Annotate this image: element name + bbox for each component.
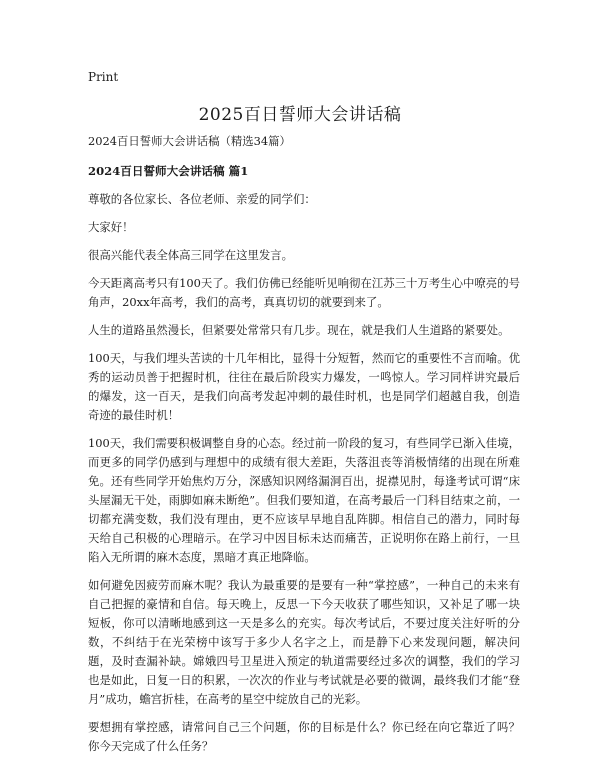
section-heading: 2024百日誓师大会讲话稿 篇1 <box>88 164 249 178</box>
paragraph: 100天，与我们埋头苦读的十几年相比，显得十分短暂，然而它的重要性不言而喻。优秀的运动员善于把握时机，往往在最后阶段实力爆发，一鸣惊人。学习同样讲究最后的爆发，这一百天，是我们向高考发起冲刺的最佳时机，也是同学们超越自我，创造奇迹的最佳时机！ <box>88 351 520 422</box>
print-link[interactable]: Print <box>88 70 119 84</box>
document-title: 2025百日誓师大会讲话稿 <box>198 105 402 125</box>
document-subtitle: 2024百日誓师大会讲话稿（精选34篇） <box>88 134 291 148</box>
paragraph: 要想拥有掌控感，请常问自己三个问题，你的目标是什么？你已经在向它靠近了吗？你今天完成了什么任务？ <box>88 720 520 753</box>
document-body <box>88 132 520 765</box>
paragraph-greeting: 大家好！ <box>88 220 134 234</box>
paragraph-salutation: 尊敬的各位家长、各位老师、亲爱的同学们： <box>88 192 316 206</box>
paragraph: 很高兴能代表全体高三同学在这里发言。 <box>88 248 294 262</box>
paragraph: 如何避免因疲劳而麻木呢？我认为最重要的是要有一种“掌控感”，一种自己的未来有自己把握的豪情和自信。每天晚上，反思一下今天收获了哪些知识，又补足了哪一块短板，你可以清晰地感到这一天是多么的充实。每次考试后，不要过度关注好听的分数，不纠结于在光荣榜中该写于多少人名字之上，而是静下心来发现问题，解决问题，及时查漏补缺。嫦娥四号卫星进入预定的轨道需要经过多次的调整，我们的学习也是如此，日复一日的积累，一次次的作业与考试就是必要的微调，最终我们才能“登月”成功，蟾宫折桂，在高考的星空中绽放自己的光彩。 <box>88 578 520 706</box>
paragraph: 今天距离高考只有100天了。我们仿佛已经能听见响彻在江苏三十万考生心中嘹亮的号角声，20xx年高考，我们的高考，真真切切的就要到来了。 <box>88 276 520 309</box>
paragraph: 人生的道路虽然漫长，但紧要处常常只有几步。现在，就是我们人生道路的紧要处。 <box>88 323 510 337</box>
paragraph: 100天，我们需要积极调整自身的心态。经过前一阶段的复习，有些同学已渐入佳境，而更多的同学仍感到与理想中的成绩有很大差距，失落沮丧等消极情绪的出现在所难免。还有些同学开始焦灼万分，深感知识网络漏洞百出，捉襟见肘，每逢考试可谓“床头屋漏无干处，雨脚如麻未断绝”。但我们要知道，在高考最后一门科目结束之前，一切都充满变数，我们没有理由，更不应该早早地自乱阵脚。相信自己的潜力，同时每天给自己积极的心理暗示。在学习中因目标未达而痛苦，正说明你在路上前行，一旦陷入无所谓的麻木态度，黑暗才真正地降临。 <box>88 436 520 564</box>
